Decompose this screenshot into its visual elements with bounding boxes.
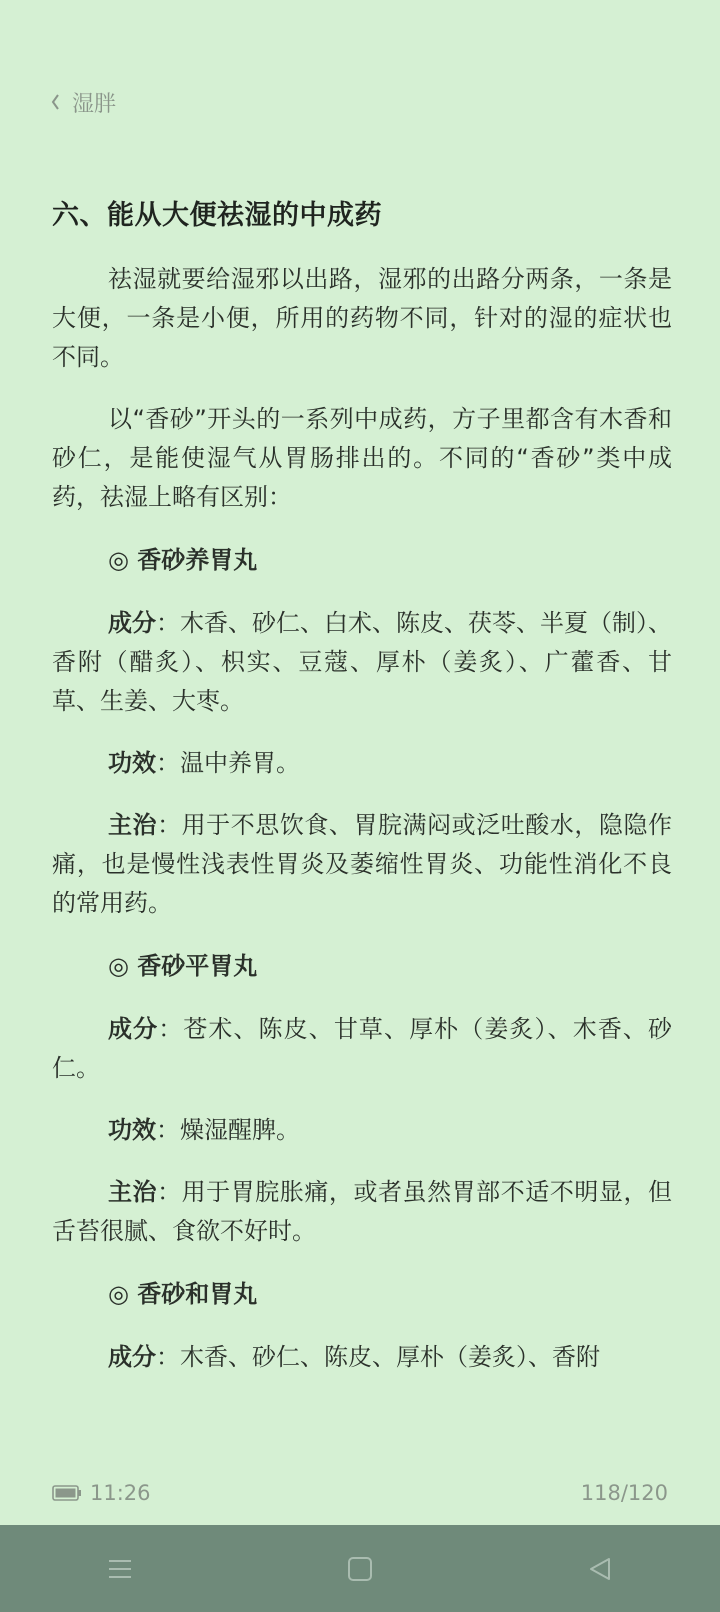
home-square-icon bbox=[347, 1556, 373, 1582]
ingredients-paragraph bbox=[52, 604, 672, 721]
page-counter: 118/120 bbox=[580, 1481, 668, 1505]
indication-paragraph bbox=[52, 1173, 672, 1251]
menu-icon bbox=[107, 1557, 133, 1581]
ingredients-label: 成分 bbox=[108, 1015, 159, 1043]
chevron-left-icon bbox=[48, 92, 62, 112]
paragraph-intro-2: 以“香砂”开头的一系列中成药，方子里都含有木香和砂仁，是能使湿气从胃肠排出的。不同的“香砂”类中成药，祛湿上略有区别： bbox=[52, 405, 672, 511]
indication-paragraph bbox=[52, 806, 672, 923]
book-title-label: 湿胖 bbox=[72, 91, 117, 117]
article-content bbox=[52, 196, 672, 1400]
ingredients-text: ：苍术、陈皮、甘草、厚朴（姜炙）、木香、砂仁。 bbox=[52, 1015, 673, 1082]
ingredients-label: 成分 bbox=[108, 1343, 156, 1371]
section-heading-xiangsha-yangwei: ◎ 香砂养胃丸 bbox=[108, 546, 258, 574]
effect-text: ：温中养胃。 bbox=[156, 749, 300, 777]
paragraph-intro-1: 祛湿就要给湿邪以出路，湿邪的出路分两条，一条是大便，一条是小便，所用的药物不同，针对的湿的症状也不同。 bbox=[52, 265, 672, 371]
indication-label: 主治 bbox=[108, 1178, 158, 1206]
effect-paragraph bbox=[52, 1111, 672, 1150]
ingredients-paragraph bbox=[52, 1010, 672, 1088]
home-button[interactable] bbox=[330, 1539, 390, 1599]
indication-label: 主治 bbox=[108, 811, 158, 839]
section-heading-xiangsha-pingwei: ◎ 香砂平胃丸 bbox=[108, 952, 258, 980]
ingredients-text: ：木香、砂仁、陈皮、厚朴（姜炙）、香附 bbox=[156, 1343, 600, 1371]
reader-status-bar bbox=[52, 1478, 668, 1508]
system-navigation-bar bbox=[0, 1525, 720, 1612]
section-heading-xiangsha-hewei: ◎ 香砂和胃丸 bbox=[108, 1280, 258, 1308]
clock-time: 11:26 bbox=[90, 1481, 151, 1505]
indication-text: ：用于不思饮食、胃脘满闷或泛吐酸水，隐隐作痛，也是慢性浅表性胃炎及萎缩性胃炎、功能性消化不良的常用药。 bbox=[52, 811, 673, 917]
effect-paragraph bbox=[52, 744, 672, 783]
back-nav-button[interactable] bbox=[570, 1539, 630, 1599]
ingredients-label: 成分 bbox=[108, 609, 156, 637]
effect-text: ：燥湿醒脾。 bbox=[156, 1116, 300, 1144]
battery-icon bbox=[52, 1485, 82, 1501]
back-button[interactable] bbox=[48, 84, 116, 120]
chapter-title: 六、能从大便祛湿的中成药 bbox=[52, 200, 382, 231]
ingredients-text: ：木香、砂仁、白术、陈皮、茯苓、半夏（制）、香附（醋炙）、枳实、豆蔻、厚朴（姜炙）、广藿香、甘草、生姜、大枣。 bbox=[52, 609, 672, 715]
back-triangle-icon bbox=[587, 1556, 613, 1582]
recent-apps-button[interactable] bbox=[90, 1539, 150, 1599]
effect-label: 功效 bbox=[108, 1116, 156, 1144]
ingredients-paragraph bbox=[52, 1338, 672, 1377]
indication-text: ：用于胃脘胀痛，或者虽然胃部不适不明显，但舌苔很腻、食欲不好时。 bbox=[52, 1178, 673, 1245]
effect-label: 功效 bbox=[108, 749, 156, 777]
